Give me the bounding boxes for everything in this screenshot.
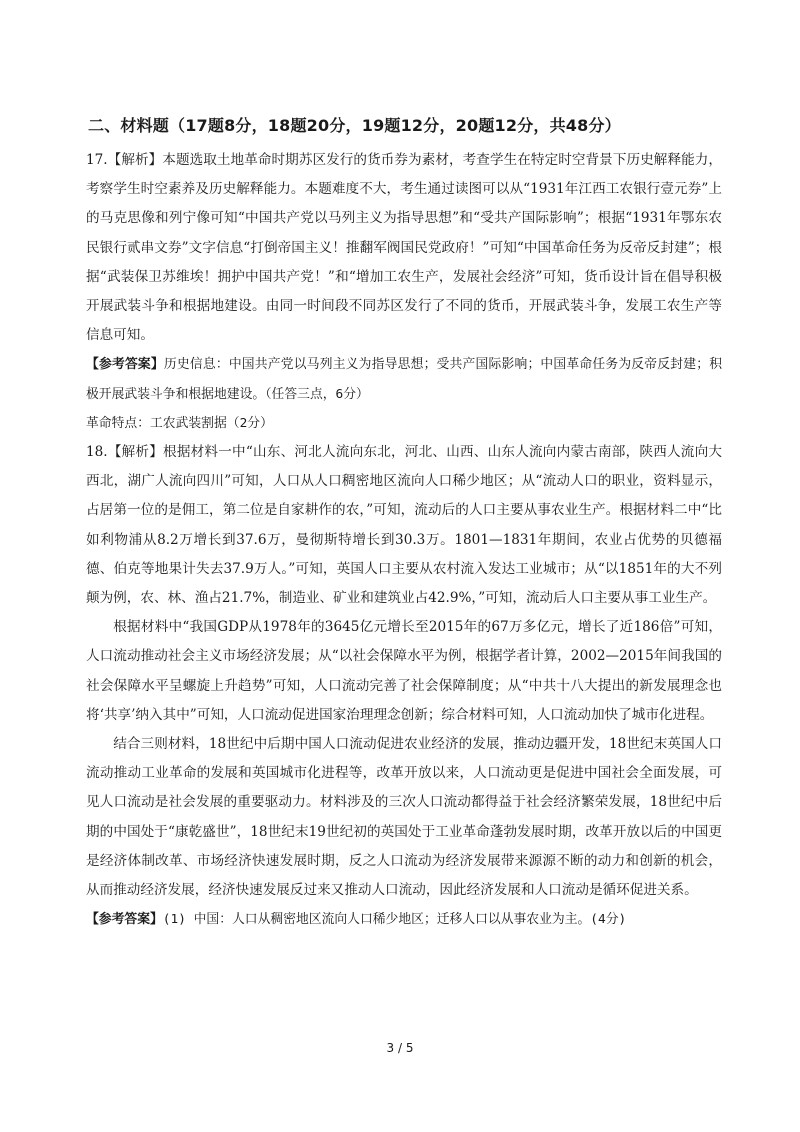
page-number: 3 / 5: [386, 1041, 414, 1055]
q18-para2: 根据材料中“我国GDP从1978年的3645亿元增长至2015年的67万多亿元，增长了近186倍”可知，人口流动推动社会主义市场经济发展；从“以社会保障水平为例，根据学者计算，2002—2015年间我国的社会保障水平呈螺旋上升趋势”可知，人口流动完善了社会保障制度；从“中共十八大提出的新发展理念也将‘共享’纳入其中”可知，人口流动促进国家治理理念创新；综合材料可知，人口流动加快了城市化进程。: [86, 619, 722, 723]
section-title: 二、材料题（17题8分，18题20分，19题12分，20题12分，共48分）: [88, 116, 621, 135]
q17-answer-text: 历史信息：中国共产党以马列主义为指导思想；受共产国际影响；中国革命任务为反帝反封建；积极开展武装斗争和根据地建设。（任答三点，6分）: [86, 357, 723, 402]
q18-analysis: [86, 438, 722, 613]
q17-text: 本题选取土地革命时期苏区发行的货币券为素材，考查学生在特定时空背景下历史解释能力，考察学生时空素养及历史解释能力。本题难度不大，考生通过读图可以从“1931年江西工农银行壹元券”上的马克思像和列宁像可知“中国共产党以马列主义为指导思想”和“受共产国际影响”；根据“1931年鄂东农民银行贰串文券”文字信息“打倒帝国主义！推翻军阀国民党政府！”可知“中国革命任务为反帝反封建”；根据“武装保卫苏维埃！拥护中国共产党！”和“增加工农生产，发展社会经济”可知，货币设计旨在倡导积极开展武装斗争和根据地建设。由同一时间段不同苏区发行了不同的货币，开展武装斗争，发展工农生产等信息可知。: [86, 152, 722, 344]
q18-label: 18.【解析】: [86, 444, 164, 461]
q18-answer-text: (1) 中国：人口从稠密地区流向人口稀少地区；迁移人口以从事农业为主。(4分): [162, 912, 627, 928]
q17-answer-label: 【参考答案】: [86, 357, 164, 373]
q17-feature: 革命特点：工农武装割据（2分）: [86, 415, 273, 431]
page-content: [86, 146, 722, 934]
q18-para1: 根据材料一中“山东、河北人流向东北，河北、山西、山东人流向内蒙古南部，陕西人流向大西北，湖广人流向四川”可知，人口从人口稠密地区流向人口稀少地区；从“流动人口的职业，资料显示，占居第一位的是佣工，第二位是自家耕作的农，”可知，流动后的人口主要从事农业生产。根据材料二中“比如利物浦从8.2万增长到37.6万，曼彻斯特增长到30.3万。1801—1831年期间，农业占优势的贝德福德、伯克等地果计失去37.9万人。”可知，英国人口主要从农村流入发达工业城市；从“以1851年的大不列颠为例，农、林、渔占21.7%，制造业、矿业和建筑业占42.9%，”可知，流动后人口主要从事工业生产。: [86, 444, 722, 607]
q17-analysis: [86, 146, 722, 350]
q17-answer: [86, 350, 722, 408]
q18-answer: [86, 905, 722, 934]
q18-para3: 结合三则材料，18世纪中后期中国人口流动促进农业经济的发展，推动边疆开发，18世纪末英国人口流动推动工业革命的发展和英国城市化进程等，改革开放以来，人口流动更是促进中国社会全面发展，可见人口流动是社会发展的重要驱动力。材料涉及的三次人口流动都得益于社会经济繁荣发展，18世纪中后期的中国处于“康乾盛世”，18世纪末19世纪初的英国处于工业革命蓬勃发展时期，改革开放以后的中国更是经济体制改革、市场经济快速发展时期，反之人口流动为经济发展带来源源不断的动力和创新的机会，从而推动经济发展，经济快速发展反过来又推动人口流动，因此经济发展和人口流动是循环促进关系。: [86, 736, 722, 899]
q18-answer-label: 【参考答案】: [86, 912, 163, 928]
q17-label: 17.【解析】: [86, 152, 163, 168]
